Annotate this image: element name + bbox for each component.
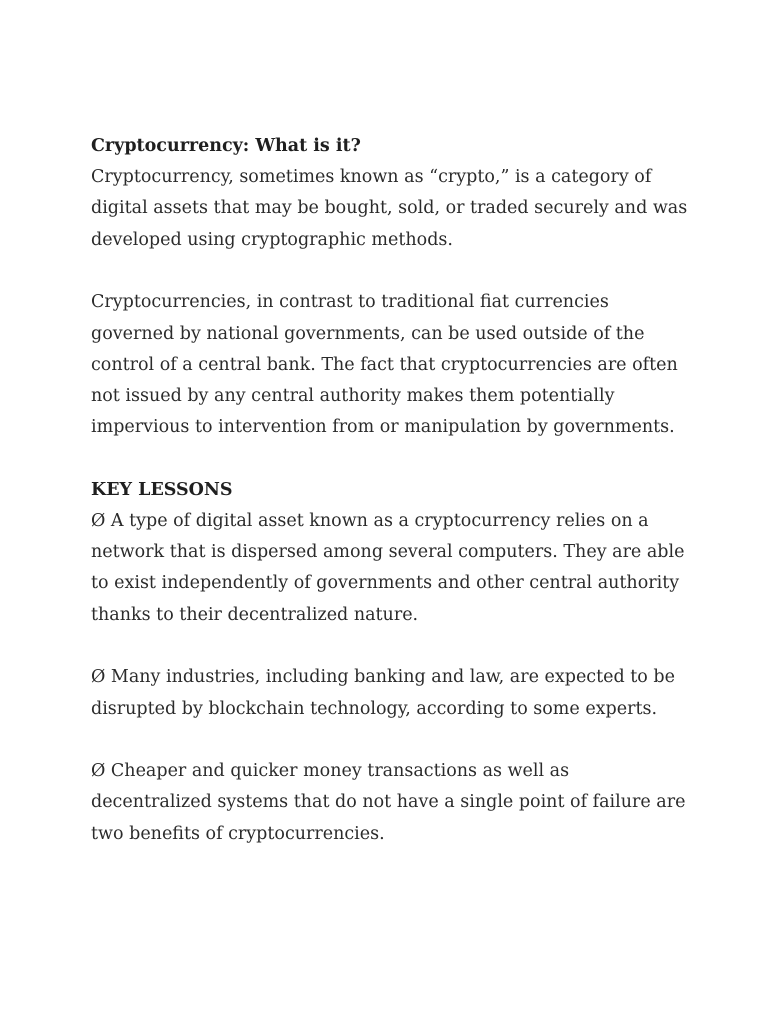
- section-heading-what-is-crypto: Cryptocurrency: What is it?: [91, 136, 361, 156]
- paragraph-spacer: [91, 256, 691, 288]
- paragraph-spacer: [91, 443, 691, 475]
- section-heading-key-lessons: KEY LESSONS: [91, 479, 233, 500]
- paragraph-spacer: [91, 631, 691, 663]
- key-lesson-item: Ø Cheaper and quicker money transactions as well as decentralized systems that do not have a single point of failure are two benefits of cryptocurrencies.: [91, 761, 686, 844]
- paragraph-definition: Cryptocurrency, sometimes known as “crypto,” is a category of digital assets that may be bought, sold, or traded securely and was developed using cryptographic methods.: [91, 167, 688, 250]
- key-lesson-item: Ø A type of digital asset known as a cryptocurrency relies on a network that is dispersed among several computers. They are able to exist independently of governments and other central authority thanks to their decentralized nature.: [91, 511, 685, 625]
- document-page: [91, 131, 691, 850]
- paragraph-fiat-contrast: Cryptocurrencies, in contrast to traditional fiat currencies governed by national governments, can be used outside of the control of a central bank. The fact that cryptocurrencies are often not issued by any central authority makes them potentially impervious to intervention from or manipulation by governments.: [91, 292, 678, 438]
- key-lesson-item: Ø Many industries, including banking and law, are expected to be disrupted by blockchain technology, according to some experts.: [91, 667, 675, 719]
- paragraph-spacer: [91, 725, 691, 757]
